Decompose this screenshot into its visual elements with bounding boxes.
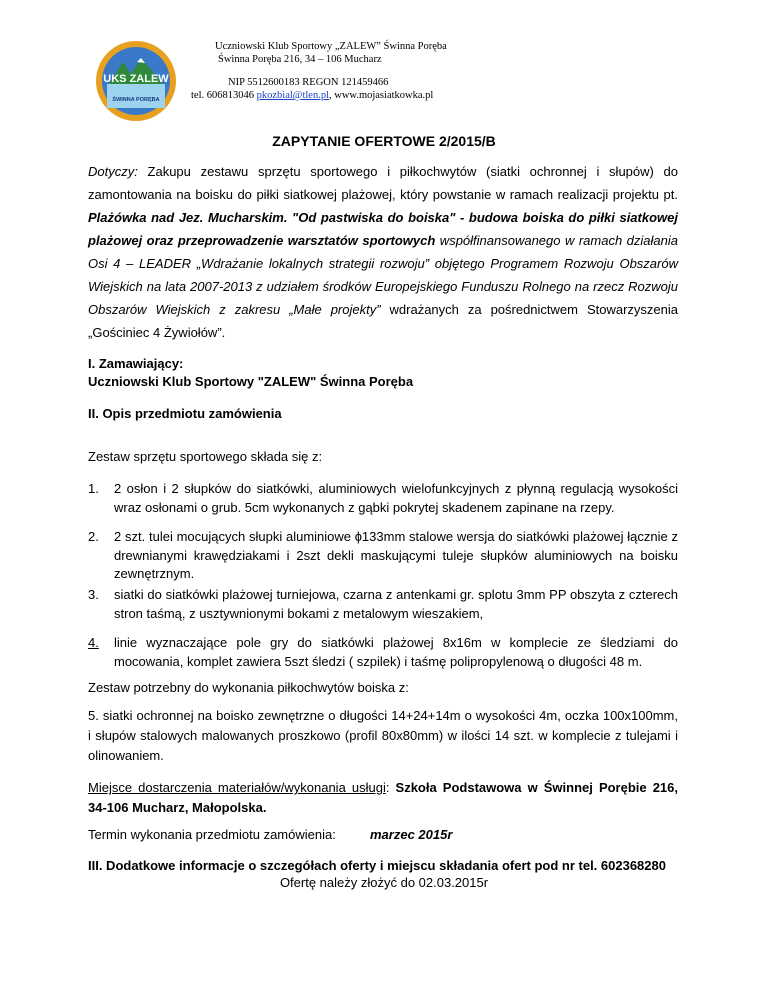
club-logo: [95, 40, 177, 122]
intro-text-1: Zakupu zestawu sprzętu sportowego i piłkochwytów (siatki ochronnej i słupów) do zamontowania na boisku do piłki siatkowej plażowej, który powstanie w ramach realizacji projektu pt.: [88, 164, 678, 202]
header-website: , www.mojasiatkowka.pl: [329, 90, 434, 101]
list-item-text: siatki do siatkówki plażowej turniejowa, czarna z antenkami gr. splotu 3mm PP obszyta z czterech stron taśmą, z usztywnionymi bokami z metalowym wieszakiem,: [114, 587, 678, 621]
offer-deadline: Ofertę należy złożyć do 02.03.2015r: [279, 875, 489, 890]
intro-text-3: wdrażanych za pośrednictwem Stowarzyszenia „Gościniec 4 Żywiołów”.: [88, 302, 679, 340]
list-item-text: 2 osłon i 2 słupków do siatkówki, aluminiowych wielofunkcyjnych z płynną regulacją wysokości wraz osłonami o grub. 5cm wykonanych z gąbki pokrytej skadenem zapinane na rzepy.: [114, 481, 678, 515]
header-nip-regon: NIP 5512600183 REGON 121459466: [228, 77, 389, 88]
delivery-place-value: Szkoła Podstawowa w Świnnej Porębie 216, 34-106 Mucharz, Małopolska.: [88, 780, 678, 815]
delivery-place: [88, 778, 678, 818]
intro-label: Dotyczy:: [88, 164, 138, 179]
list-item: [88, 528, 678, 584]
list-item-text: 2 szt. tulei mocujących słupki aluminiowe ɸ133mm stalowe wersja do siatkówki plażowej łącznie z drewnianymi krawędziakami i 2szt dekli maskującymi tuleje słupków aluminiowych na boisku zewnętrznym.: [114, 529, 678, 581]
header-contact: [191, 90, 433, 103]
header-address: Świnna Poręba 216, 34 – 106 Mucharz: [218, 54, 382, 65]
net-set-intro: Zestaw potrzebny do wykonania piłkochwytów boiska z:: [88, 680, 409, 695]
list-item: [88, 634, 678, 671]
delivery-place-colon: :: [385, 780, 396, 795]
logo-text: UKS ZALEW: [103, 73, 169, 85]
email-link[interactable]: pkozbial@tlen.pl: [256, 90, 329, 101]
list-item-number: 2.: [88, 529, 99, 544]
list-item: [88, 586, 678, 623]
document-title: ZAPYTANIE OFERTOWE 2/2015/B: [272, 133, 496, 149]
intro-paragraph: [88, 160, 678, 344]
ordering-party-name: Uczniowski Klub Sportowy "ZALEW" Świnna Poręba: [88, 374, 414, 389]
intro-text-2: współfinansowanego w ramach działania Osi 4 – LEADER „Wdrażanie lokalnych strategii rozwoju” objętego Programem Rozwoju Obszarów Wiejskich na lata 2007-2013 z udziałem środków Europejskiego Funduszu Rolnego na rzecz Rozwoju Obszarów Wiejskich z zakresu „Małe projekty”: [88, 233, 678, 317]
deadline-label: Termin wykonania przedmiotu zamówienia:: [88, 827, 336, 842]
list-item-number: 4.: [88, 635, 99, 650]
list-item-number: 1.: [88, 481, 99, 496]
section-3-heading: III. Dodatkowe informacje o szczegółach oferty i miejscu składania ofert pod nr tel. 602368280: [88, 858, 666, 873]
list-item-number: 3.: [88, 587, 99, 602]
delivery-place-label: Miejsce dostarczenia materiałów/wykonania usługi: [88, 780, 386, 795]
section-2-heading: II. Opis przedmiotu zamówienia: [88, 406, 282, 421]
logo-subtext: ŚWINNA PORĘBA: [112, 97, 160, 103]
item-5-text: 5. siatki ochronnej na boisko zewnętrzne o długości 14+24+14m o wysokości 4m, oczka 100x100mm, i słupów stalowych malowanych proszkowo (profil 80x80mm) w ilości 14 szt. w komplecie z tulejami i olinowaniem.: [88, 708, 678, 763]
list-item: [88, 480, 678, 517]
set-intro: Zestaw sprzętu sportowego składa się z:: [88, 449, 323, 464]
project-name: Plażówka nad Jez. Mucharskim. "Od pastwiska do boiska" - budowa boiska do piłki siatkowej plażowej oraz przeprowadzenie warsztatów sportowych: [88, 210, 678, 248]
header-club-name: Uczniowski Klub Sportowy „ZALEW” Świnna Poręba: [215, 41, 447, 52]
list-item-text: linie wyznaczające pole gry do siatkówki plażowej 8x16m w komplecie ze śledziami do mocowania, komplet zawiera 5szt śledzi ( szpilek) i taśmę polipropylenową o długości 48 m.: [114, 635, 678, 669]
section-1-heading: I. Zamawiający:: [88, 356, 184, 371]
header-phone: tel. 606813046: [191, 90, 257, 101]
deadline-value: marzec 2015r: [370, 827, 453, 842]
